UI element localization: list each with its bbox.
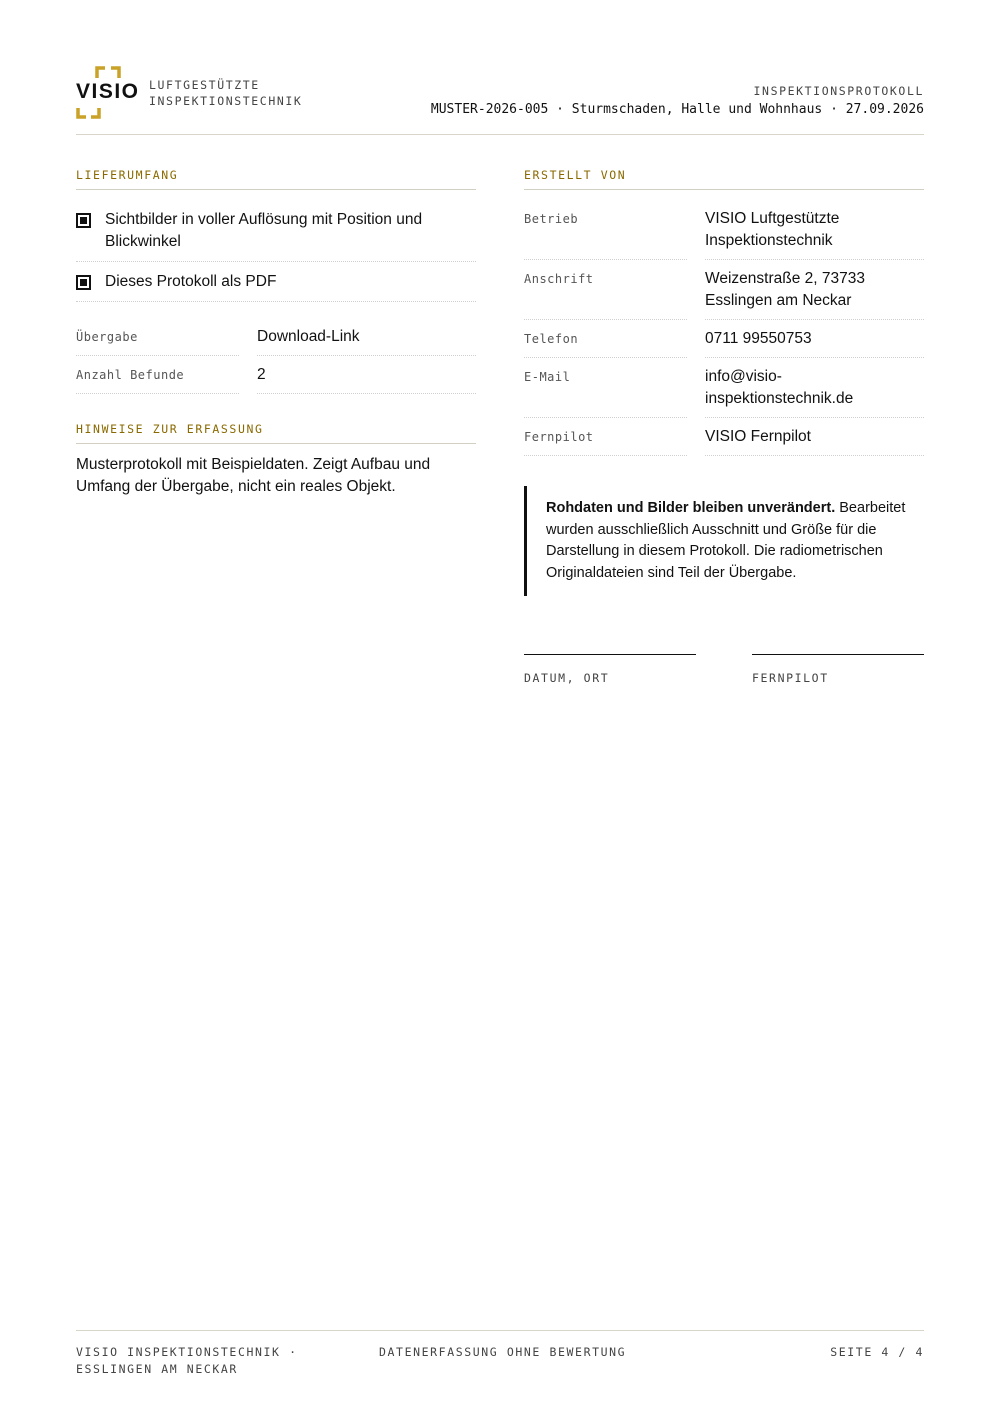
footer-note: DATENERFASSUNG OHNE BEWERTUNG [379, 1345, 627, 1359]
table-row [76, 356, 476, 394]
signature-row [524, 654, 924, 694]
delivery-list [76, 200, 476, 302]
list-item-label: Dieses Protokoll als PDF [105, 273, 277, 290]
table-row [524, 260, 924, 320]
list-item [76, 262, 476, 302]
handover-value: Download-Link [257, 318, 476, 356]
company-value: VISIO Luftgestützte Inspektionstechnik [705, 200, 924, 260]
document-type: INSPEKTIONSPROTOKOLL [753, 84, 924, 98]
address-value: Weizenstraße 2, 73733 Esslingen am Neckar [705, 260, 924, 320]
table-row [524, 200, 924, 260]
phone-value: 0711 99550753 [705, 320, 924, 358]
tagline-line-1: LUFTGESTÜTZTE [149, 78, 260, 92]
tagline-line-2: INSPEKTIONSTECHNIK [149, 94, 303, 108]
section-title-created-by: ERSTELLT VON [524, 168, 924, 190]
created-by-details [524, 200, 924, 456]
email-label: E-Mail [524, 358, 687, 418]
section-title-delivery: LIEFERUMFANG [76, 168, 476, 190]
table-row [524, 320, 924, 358]
handover-label: Übergabe [76, 318, 239, 356]
section-title-notes: HINWEISE ZUR ERFASSUNG [76, 422, 476, 444]
checkbox-checked-icon [76, 213, 91, 228]
company-label: Betrieb [524, 200, 687, 260]
right-column [524, 168, 924, 596]
callout-bold: Rohdaten und Bilder bleiben unverändert. [546, 500, 836, 516]
brand-logo-text: VISIO [76, 80, 140, 103]
email-value: info@visio- inspektionstechnik.de [705, 358, 924, 418]
findings-value: 2 [257, 356, 476, 394]
notes-text: Musterprotokoll mit Beispieldaten. Zeigt Aufbau und Umfang der Übergabe, nicht ein reales Objekt. [76, 456, 431, 495]
page-number: SEITE 4 / 4 [830, 1345, 924, 1359]
page-footer [76, 1330, 924, 1376]
brand-tagline [149, 77, 302, 109]
data-integrity-callout [524, 486, 924, 596]
signature-pilot: FERNPILOT [752, 654, 924, 685]
document-meta: MUSTER-2026-005 · Sturmschaden, Halle und Wohnhaus · 27.09.2026 [430, 102, 924, 117]
pilot-value: VISIO Fernpilot [705, 418, 924, 456]
list-item-label: Sichtbilder in voller Auflösung mit Position und Blickwinkel [105, 211, 423, 250]
findings-label: Anzahl Befunde [76, 356, 239, 394]
table-row [524, 418, 924, 456]
phone-label: Telefon [524, 320, 687, 358]
left-column [76, 168, 476, 498]
signature-date-place: DATUM, ORT [524, 654, 696, 685]
delivery-details [76, 318, 476, 394]
footer-company: VISIO INSPEKTIONSTECHNIK · ESSLINGEN AM NECKAR [76, 1345, 298, 1376]
checkbox-checked-icon [76, 275, 91, 290]
table-row [524, 358, 924, 418]
pilot-label: Fernpilot [524, 418, 687, 456]
address-label: Anschrift [524, 260, 687, 320]
list-item [76, 200, 476, 262]
callout-text: Bearbeitet wurden ausschließlich Ausschnitt und Größe für die Darstellung in diesem Protokoll. Die radiometrischen Originaldateien sind Teil der Übergabe. [546, 500, 906, 581]
page-header [76, 66, 924, 135]
table-row [76, 318, 476, 356]
